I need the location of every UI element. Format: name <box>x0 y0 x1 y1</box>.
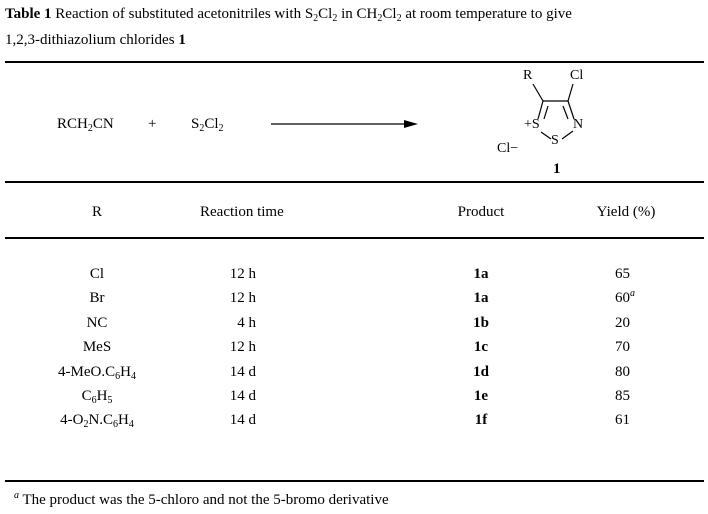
reaction-scheme-graphics <box>0 0 708 200</box>
formula-text: H <box>118 412 129 429</box>
formula-text: S <box>191 116 200 132</box>
cell-r <box>90 290 105 307</box>
cell-yield: 65 <box>615 266 630 282</box>
footnote <box>14 492 389 509</box>
cell-product: 1e <box>473 388 489 404</box>
header-r: R <box>91 204 103 220</box>
footnote-ref: a <box>630 288 635 300</box>
subscript: 5 <box>107 395 113 406</box>
cell-reaction-time: 14 d <box>229 412 256 429</box>
cell-r <box>60 412 134 429</box>
formula-text: Cl <box>204 116 219 132</box>
formula-text: 4-MeO.C <box>58 363 116 380</box>
cell-product: 1f <box>474 412 488 429</box>
formula-text: CN <box>92 116 114 132</box>
ring-substituent-r: R <box>523 68 533 83</box>
formula-text: C <box>81 388 92 404</box>
cell-reaction-time: 4 h <box>237 314 256 331</box>
subscript: 6 <box>113 419 119 431</box>
subscript: 2 <box>83 419 89 431</box>
cell-yield: 80 <box>615 363 630 380</box>
formula-text: Reaction of substituted acetonitriles with S <box>55 6 314 22</box>
caption-label: Table 1 <box>5 6 52 22</box>
ring-sulfonium: +S <box>524 117 540 132</box>
cell-reaction-time: 14 d <box>229 388 256 404</box>
caption-compound-number: 1 <box>178 32 186 48</box>
cell-product: 1c <box>473 339 489 356</box>
cell-reaction-time: 12 h <box>229 290 256 307</box>
header-product: Product <box>457 204 505 220</box>
formula-text: Cl <box>89 266 105 282</box>
cell-yield: 61 <box>615 412 630 429</box>
plus-sign: + <box>148 116 157 132</box>
formula-text: 4-O <box>60 412 84 429</box>
cell-r <box>87 315 108 332</box>
subscript: 6 <box>115 370 121 382</box>
caption-line2-text: 1,2,3-dithiazolium chlorides <box>5 32 179 48</box>
footnote-text: The product was the 5-chloro and not the 5-bromo derivative <box>19 492 389 508</box>
ring-substituent-cl: Cl <box>570 68 584 83</box>
formula-text: NC <box>86 314 108 331</box>
cell-yield: 70 <box>615 339 630 356</box>
ring-nitrogen: N <box>573 117 584 132</box>
formula-text: in CH <box>337 6 378 22</box>
formula-text: MeS <box>82 339 112 356</box>
cell-yield: 85 <box>615 388 630 404</box>
subscript: 6 <box>91 395 97 406</box>
cell-yield: 20 <box>615 314 630 331</box>
subscript: 4 <box>130 370 136 382</box>
formula-text: N.C <box>88 412 114 429</box>
ring-sulfur: S <box>551 133 559 148</box>
formula-text: H <box>120 363 131 380</box>
subscript: 2 <box>396 13 402 24</box>
bottom-rule <box>5 480 704 482</box>
subscript: 2 <box>218 123 224 134</box>
cell-product: 1a <box>473 290 489 307</box>
formula-text: Cl <box>318 6 333 22</box>
header-yield: Yield (%) <box>596 204 656 220</box>
subscript: 2 <box>313 13 319 24</box>
cell-reaction-time: 12 h <box>229 266 256 282</box>
product-number: 1 <box>553 161 561 177</box>
formula-text: RCH <box>57 116 88 132</box>
footnote-mark: a <box>14 490 19 501</box>
cell-reaction-time: 14 d <box>229 363 256 380</box>
chloride-counterion: Cl− <box>497 141 519 156</box>
cell-r <box>58 364 136 381</box>
cell-product: 1b <box>473 314 489 331</box>
formula-text: H <box>96 388 108 404</box>
header-reaction-time: Reaction time <box>200 204 284 220</box>
cell-r <box>90 266 104 283</box>
subscript: 2 <box>87 123 93 134</box>
scheme-rule <box>5 181 704 183</box>
cell-yield: 60$^a$ <box>615 288 635 307</box>
cell-product: 1d <box>473 363 489 380</box>
formula-text: Br <box>89 290 105 307</box>
reaction-arrow <box>271 120 418 128</box>
formula-text: at room temperature to give <box>401 6 572 22</box>
formula-text: Cl <box>382 6 397 22</box>
subscript: 2 <box>377 13 383 24</box>
cell-r <box>83 339 111 356</box>
cell-r <box>82 388 113 405</box>
subscript: 2 <box>332 13 338 24</box>
subscript: 2 <box>199 123 205 134</box>
header-rule <box>5 237 704 239</box>
cell-product: 1a <box>473 266 489 282</box>
cell-reaction-time: 12 h <box>229 339 256 356</box>
subscript: 4 <box>128 419 134 431</box>
